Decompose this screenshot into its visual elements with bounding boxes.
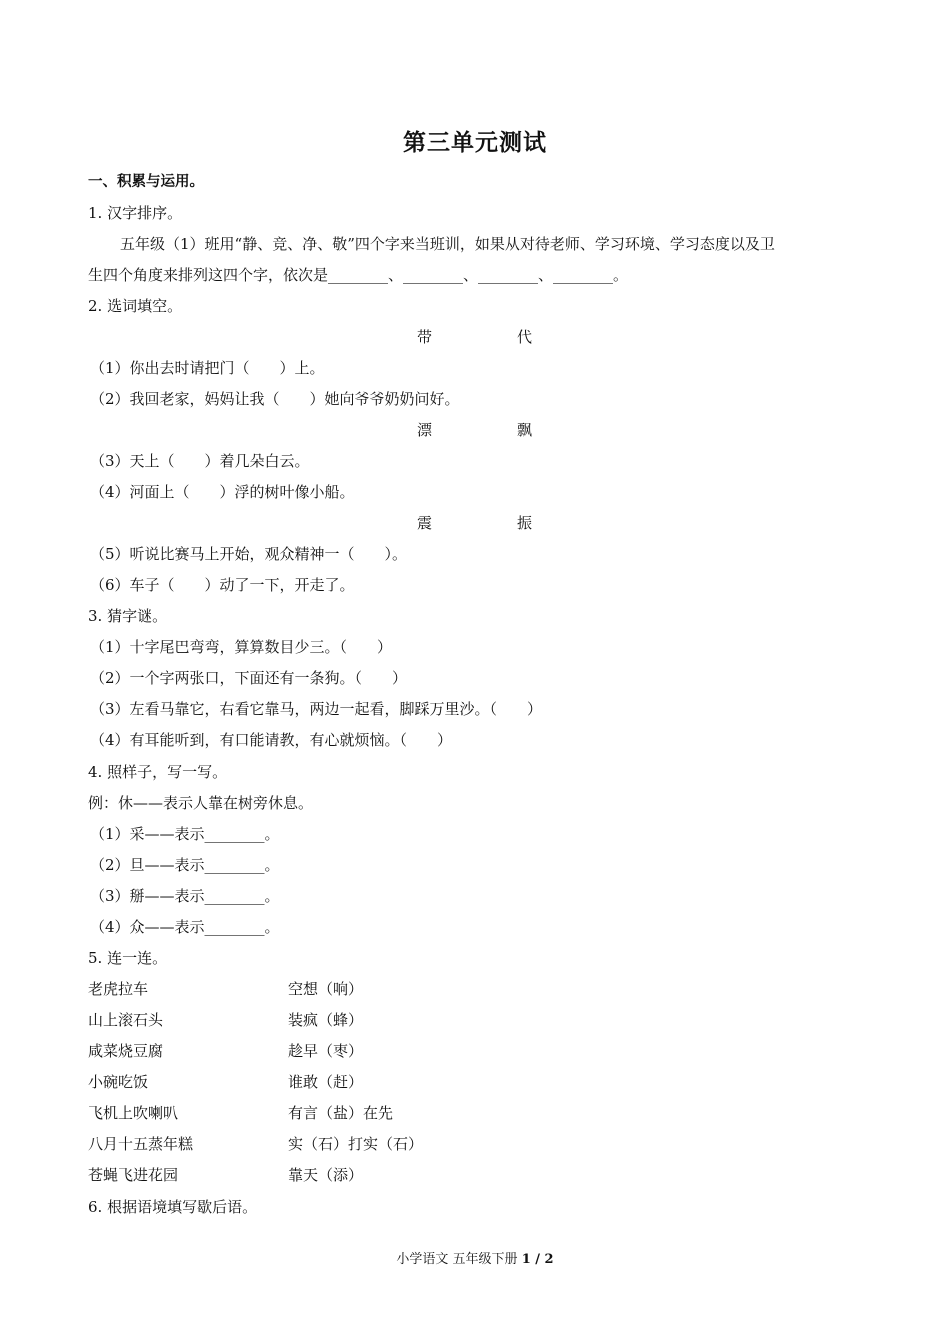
page-number: 1 / 2 bbox=[521, 1252, 554, 1267]
match-left-item: 老虎拉车 bbox=[88, 980, 149, 998]
match-left-item: 苍蝇飞进花园 bbox=[88, 1166, 179, 1184]
question-1-label: 1. 汉字排序。 bbox=[88, 204, 183, 222]
riddle-item: （2）一个字两张口，下面还有一条狗。（ ） bbox=[90, 669, 408, 687]
fill-item: （5）听说比赛马上开始，观众精神一（ ）。 bbox=[90, 545, 408, 563]
match-right-item: 空想（响） bbox=[288, 980, 364, 998]
section-heading: 一、积累与运用。 bbox=[88, 174, 204, 190]
fill-item: （2）我回老家，妈妈让我（ ）她向爷爷奶奶问好。 bbox=[90, 390, 460, 408]
fill-item: （3）天上（ ）着几朵白云。 bbox=[90, 452, 310, 470]
riddle-item: （4）有耳能听到，有口能请教，有心就烦恼。（ ） bbox=[90, 731, 453, 749]
fill-item: （4）河面上（ ）浮的树叶像小船。 bbox=[90, 483, 355, 501]
word-option: 代 bbox=[517, 328, 533, 346]
fill-item: （6）车子（ ）动了一下，开走了。 bbox=[90, 576, 355, 594]
imitation-item: （3）掰——表示________。 bbox=[90, 887, 280, 905]
imitation-item: （4）众——表示________。 bbox=[90, 918, 280, 936]
match-left-item: 咸菜烧豆腐 bbox=[88, 1042, 164, 1060]
match-left-item: 山上滚石头 bbox=[88, 1011, 164, 1029]
question-4-example: 例：休——表示人靠在树旁休息。 bbox=[88, 794, 314, 812]
match-right-item: 靠天（添） bbox=[288, 1166, 364, 1184]
match-right-item: 谁敢（赶） bbox=[288, 1073, 364, 1091]
match-left-item: 飞机上吹喇叭 bbox=[88, 1104, 179, 1122]
imitation-item: （1）采——表示________。 bbox=[90, 825, 280, 843]
question-1-text-line1: 五年级（1）班用“静、竞、净、敬”四个字来当班训，如果从对待老师、学习环境、学习态度以及卫 bbox=[120, 235, 775, 253]
word-option: 飘 bbox=[517, 421, 533, 439]
question-4-label: 4. 照样子，写一写。 bbox=[88, 763, 228, 781]
question-2-label: 2. 选词填空。 bbox=[88, 297, 183, 315]
word-option: 振 bbox=[517, 514, 533, 532]
match-right-item: 实（石）打实（石） bbox=[288, 1135, 424, 1153]
word-option: 漂 bbox=[417, 421, 433, 439]
question-1-text-line2: 生四个角度来排列这四个字，依次是________、________、________、________。 bbox=[88, 266, 629, 284]
fill-item: （1）你出去时请把门（ ）上。 bbox=[90, 359, 325, 377]
match-right-item: 装疯（蜂） bbox=[288, 1011, 364, 1029]
question-3-label: 3. 猜字谜。 bbox=[88, 607, 168, 625]
question-5-label: 5. 连一连。 bbox=[88, 949, 168, 967]
riddle-item: （3）左看马靠它，右看它靠马，两边一起看，脚踩万里沙。（ ） bbox=[90, 700, 543, 718]
word-option: 带 bbox=[417, 328, 433, 346]
match-left-item: 小碗吃饭 bbox=[88, 1073, 149, 1091]
match-left-item: 八月十五蒸年糕 bbox=[88, 1135, 194, 1153]
word-option: 震 bbox=[417, 514, 433, 532]
page-title: 第三单元测试 bbox=[403, 130, 547, 156]
riddle-item: （1）十字尾巴弯弯，算算数目少三。（ ） bbox=[90, 638, 393, 656]
question-6-label: 6. 根据语境填写歇后语。 bbox=[88, 1198, 258, 1216]
footer-text: 小学语文 五年级下册 bbox=[396, 1252, 522, 1267]
match-right-item: 有言（盐）在先 bbox=[288, 1104, 394, 1122]
imitation-item: （2）旦——表示________。 bbox=[90, 856, 280, 874]
match-right-item: 趁早（枣） bbox=[288, 1042, 364, 1060]
page-footer bbox=[0, 1248, 950, 1267]
